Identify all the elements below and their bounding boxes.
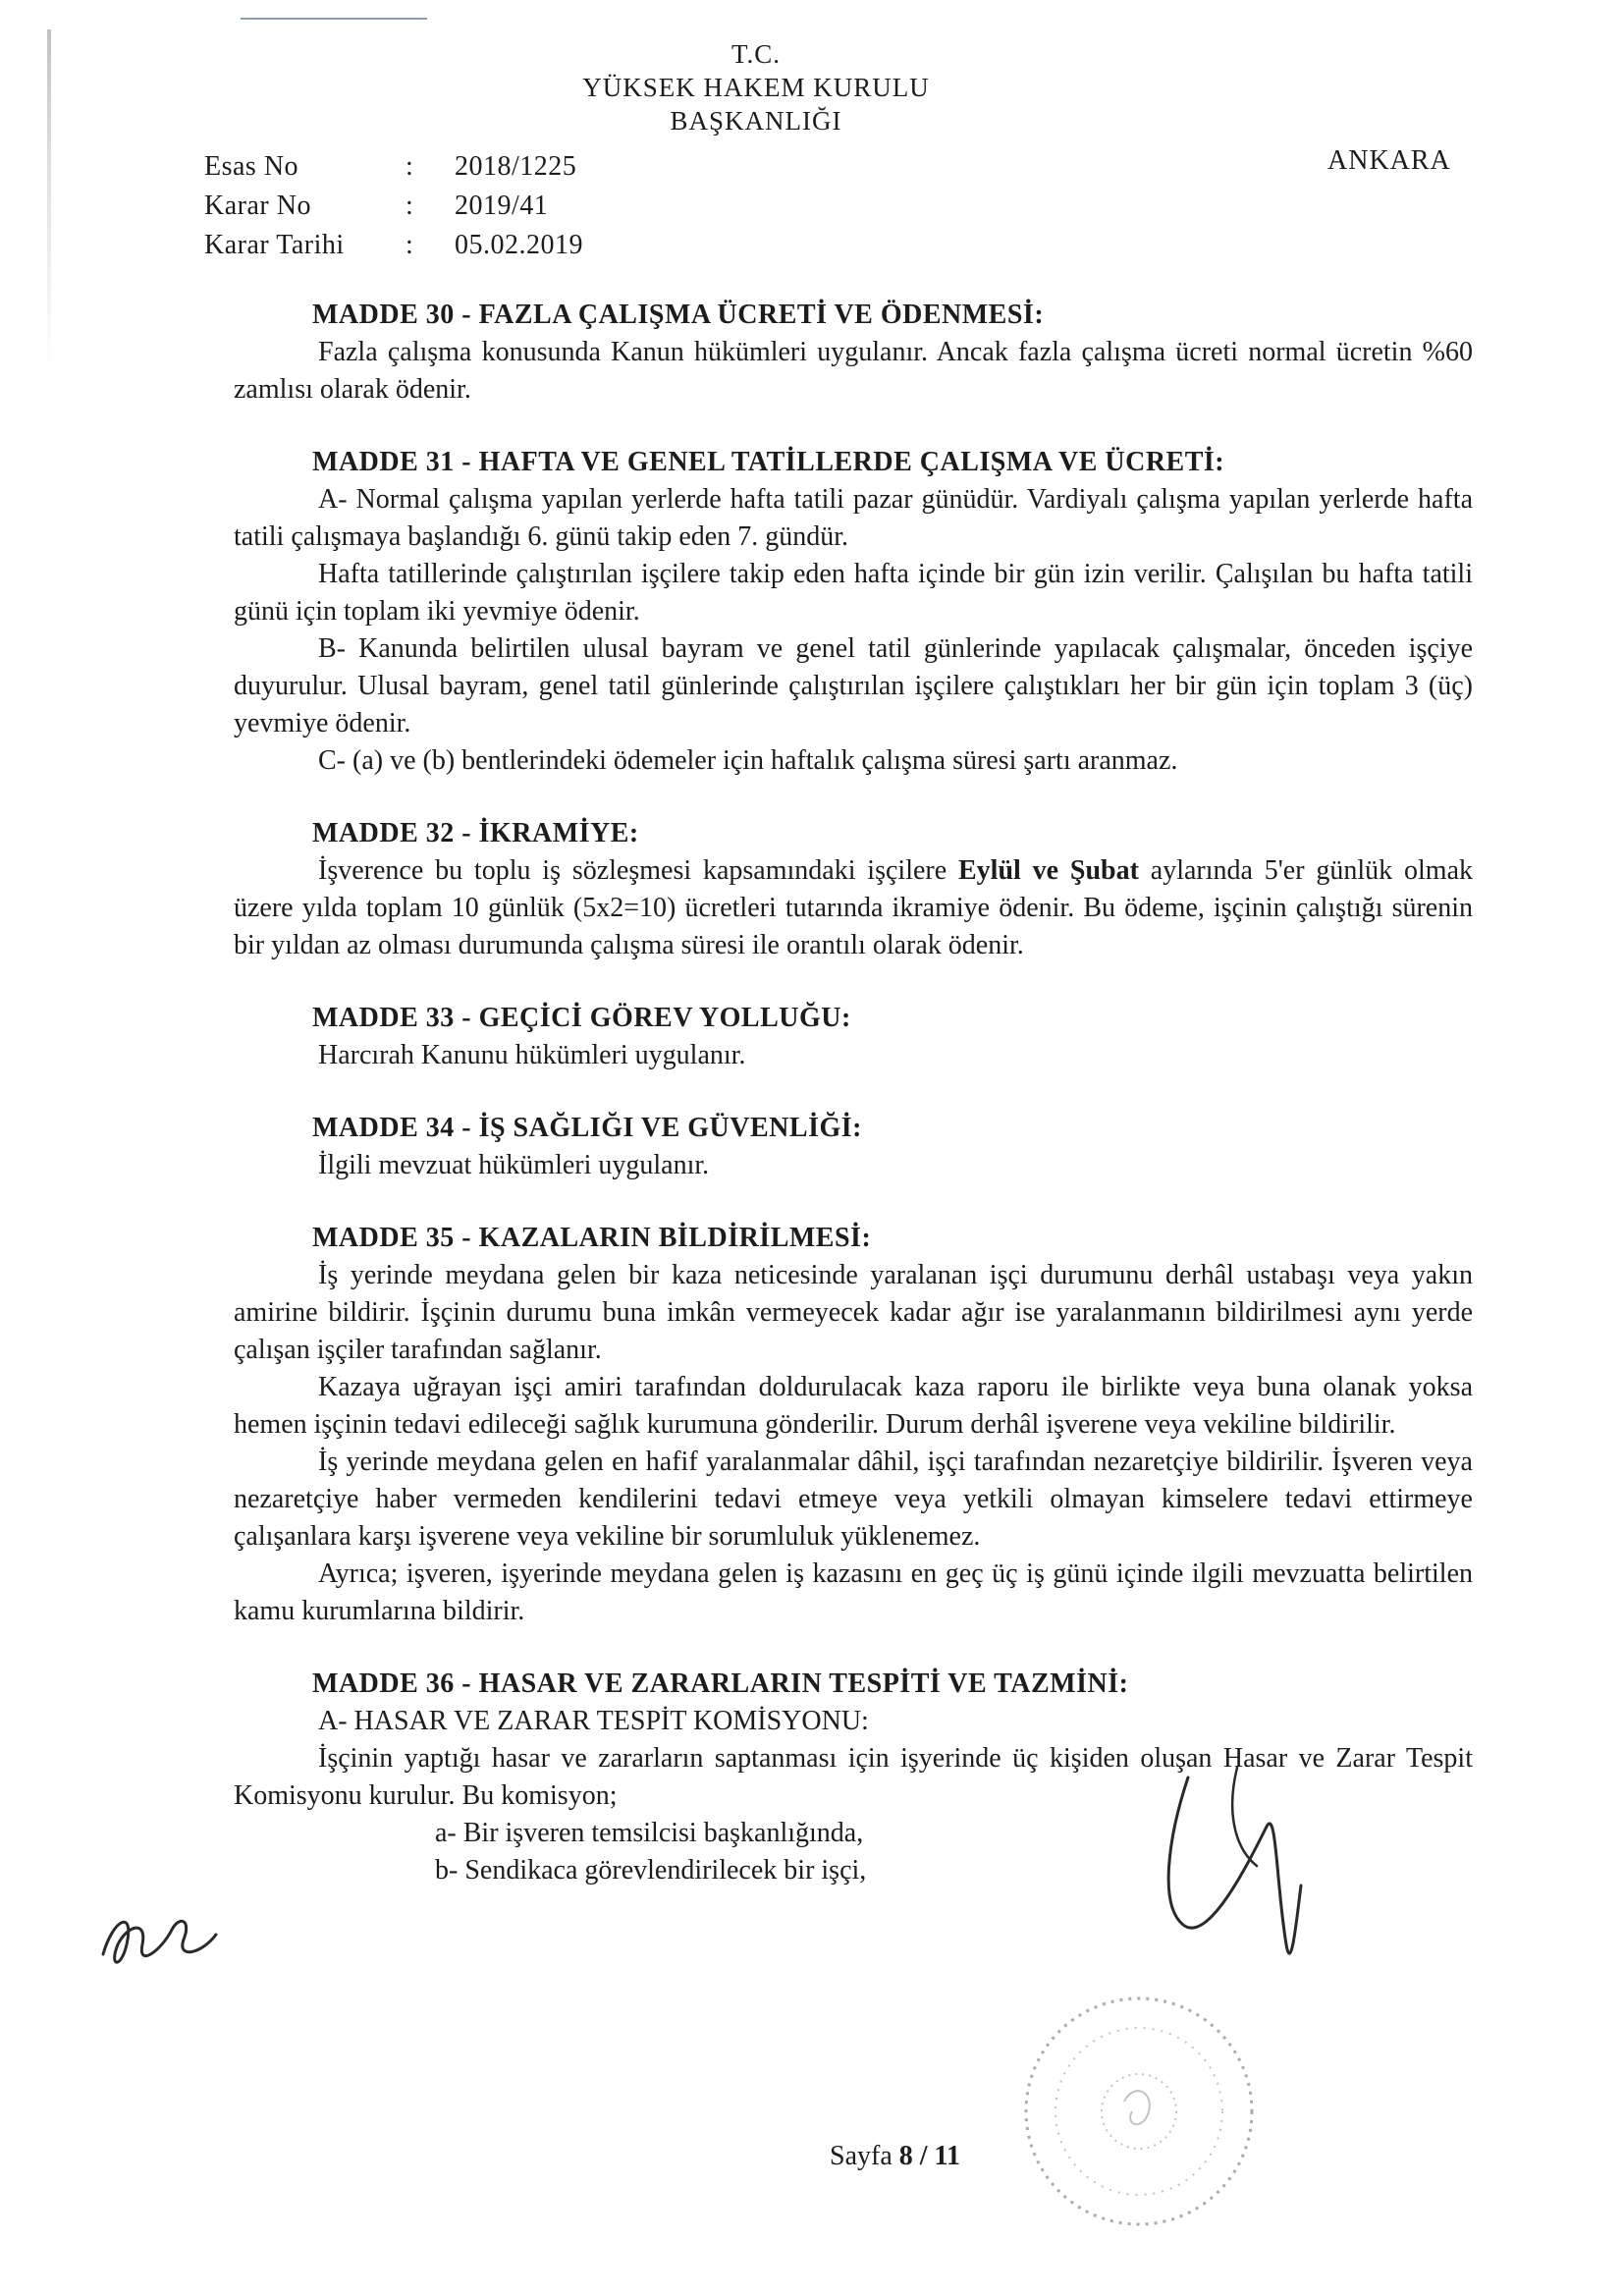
page-footer xyxy=(830,2141,960,2172)
article-paragraph: İlgili mevzuat hükümleri uygulanır. xyxy=(318,1150,710,1180)
article-title: MADDE 36 - HASAR VE ZARARLARIN TESPİTİ VE TAZMİNİ: xyxy=(312,1668,1129,1699)
page-number: 8 / 11 xyxy=(898,2141,960,2171)
article-paragraph xyxy=(234,852,1473,964)
case-value: 2018/1225 xyxy=(455,151,577,182)
article-title: MADDE 33 - GEÇİCİ GÖREV YOLLUĞU: xyxy=(312,1003,851,1033)
case-colon: : xyxy=(406,191,413,221)
case-value: 2019/41 xyxy=(455,191,549,221)
case-label: Karar No xyxy=(204,191,311,221)
article-33 xyxy=(234,1000,1473,1074)
handwritten-initials-icon xyxy=(93,1900,231,1979)
article-title: MADDE 34 - İŞ SAĞLIĞI VE GÜVENLİĞİ: xyxy=(312,1113,862,1143)
article-paragraph: İşçinin yaptığı hasar ve zararların saptanması için işyerinde üç kişiden oluşan Hasar ve Zarar Tespit Komisyonu kurulur. Bu komisyon; xyxy=(234,1743,1473,1811)
scan-artifact-line xyxy=(241,18,427,20)
article-title: MADDE 35 - KAZALARIN BİLDİRİLMESİ: xyxy=(312,1223,872,1253)
case-row-karar xyxy=(204,187,583,226)
header-line-board: YÜKSEK HAKEM KURULU xyxy=(582,73,930,102)
article-subheading: A- HASAR VE ZARAR TESPİT KOMİSYONU: xyxy=(318,1706,869,1736)
article-paragraph: A- Normal çalışma yapılan yerlerde hafta tatili pazar günüdür. Vardiyalı çalışma yapılan yerlerde hafta tatili çalışmaya başlandığı 6. günü takip eden 7. gündür. xyxy=(234,484,1473,552)
article-paragraph: C- (a) ve (b) bentlerindeki ödemeler için haftalık çalışma süresi şartı aranmaz. xyxy=(318,745,1178,776)
article-paragraph: Fazla çalışma konusunda Kanun hükümleri uygulanır. Ancak fazla çalışma ücreti normal ücretin %60 zamlısı olarak ödenir. xyxy=(234,337,1473,405)
list-item: b- Sendikaca görevlendirilecek bir işçi, xyxy=(435,1855,867,1886)
institution-header xyxy=(550,37,962,137)
header-line-presidency: BAŞKANLIĞI xyxy=(670,106,842,136)
list-item: a- Bir işveren temsilcisi başkanlığında, xyxy=(435,1818,864,1848)
document-body xyxy=(234,297,1473,1925)
city-label: ANKARA xyxy=(1327,145,1451,176)
article-34 xyxy=(234,1110,1473,1184)
article-paragraph: Ayrıca; işveren, işyerinde meydana gelen iş kazasını en geç üç iş günü içinde ilgili mevzuatta belirtilen kamu kurumlarına bildirir. xyxy=(234,1558,1473,1626)
article-paragraph: Kazaya uğrayan işçi amiri tarafından doldurulacak kaza raporu ile birlikte veya buna olanak yoksa hemen işçinin tedavi edileceği sağlık kurumuna gönderilir. Durum derhâl işverene veya vekiline bildirilir. xyxy=(234,1372,1473,1440)
case-label: Esas No xyxy=(204,151,299,182)
article-paragraph: İş yerinde meydana gelen bir kaza neticesinde yaralanan işçi durumunu derhâl ustabaşı veya yakın amirine bildirir. İşçinin durumu buna imkân vermeyecek kadar ağır ise yaralanmanın bildirilmesi aynı yerde çalışan işçiler tarafından sağlanır. xyxy=(234,1260,1473,1365)
case-colon: : xyxy=(406,151,413,182)
round-official-stamp-icon xyxy=(1006,1964,1271,2259)
article-paragraph: Harcırah Kanunu hükümleri uygulanır. xyxy=(318,1040,746,1070)
case-value: 05.02.2019 xyxy=(455,230,583,260)
article-31 xyxy=(234,444,1473,780)
paragraph-text: aylarında 5'er günlük olmak üzere yılda toplam 10 günlük (5x2=10) ücretleri tutarında ikramiye ödenir. Bu ödeme, işçinin çalıştığı sürenin bir yıldan az olması durumunda çalışma süresi ile orantılı olarak ödenir. xyxy=(234,855,1473,960)
case-colon: : xyxy=(406,230,413,260)
paragraph-text: İşverence bu toplu iş sözleşmesi kapsamındaki işçilere xyxy=(318,855,958,886)
bold-months: Eylül ve Şubat xyxy=(957,855,1139,886)
header-line-tc: T.C. xyxy=(731,39,781,69)
case-row-karar-tarihi xyxy=(204,226,583,265)
article-paragraph: İş yerinde meydana gelen en hafif yaralanmalar dâhil, işçi tarafından nezaretçiye bildirilir. İşveren veya nezaretçiye haber vermeden kendilerini tedavi etmeye veya yetkili olmayan kimselere tedavi ettirmeye çalışanlara karşı işverene veya vekiline bir sorumluluk yüklenemez. xyxy=(234,1447,1473,1552)
case-row-esas xyxy=(204,147,583,187)
case-label: Karar Tarihi xyxy=(204,230,345,260)
scan-artifact-edge xyxy=(47,29,51,373)
case-info-block xyxy=(204,147,583,265)
article-35 xyxy=(234,1220,1473,1630)
article-paragraph: Hafta tatillerinde çalıştırılan işçilere takip eden hafta içinde bir gün izin verilir. Çalışılan bu hafta tatili günü için toplam iki yevmiye ödenir. xyxy=(234,559,1473,627)
article-paragraph: B- Kanunda belirtilen ulusal bayram ve genel tatil günlerinde yapılacak çalışmalar, önceden işçiye duyurulur. Ulusal bayram, genel tatil günlerinde çalıştırılan işçilere çalıştıkları her bir gün için toplam 3 (üç) yevmiye ödenir. xyxy=(234,633,1473,738)
article-title: MADDE 31 - HAFTA VE GENEL TATİLLERDE ÇALIŞMA VE ÜCRETİ: xyxy=(312,447,1225,477)
article-30 xyxy=(234,297,1473,409)
page-label: Sayfa xyxy=(830,2141,899,2171)
article-title: MADDE 32 - İKRAMİYE: xyxy=(312,818,639,848)
article-title: MADDE 30 - FAZLA ÇALIŞMA ÜCRETİ VE ÖDENMESİ: xyxy=(312,300,1045,330)
article-32 xyxy=(234,815,1473,964)
